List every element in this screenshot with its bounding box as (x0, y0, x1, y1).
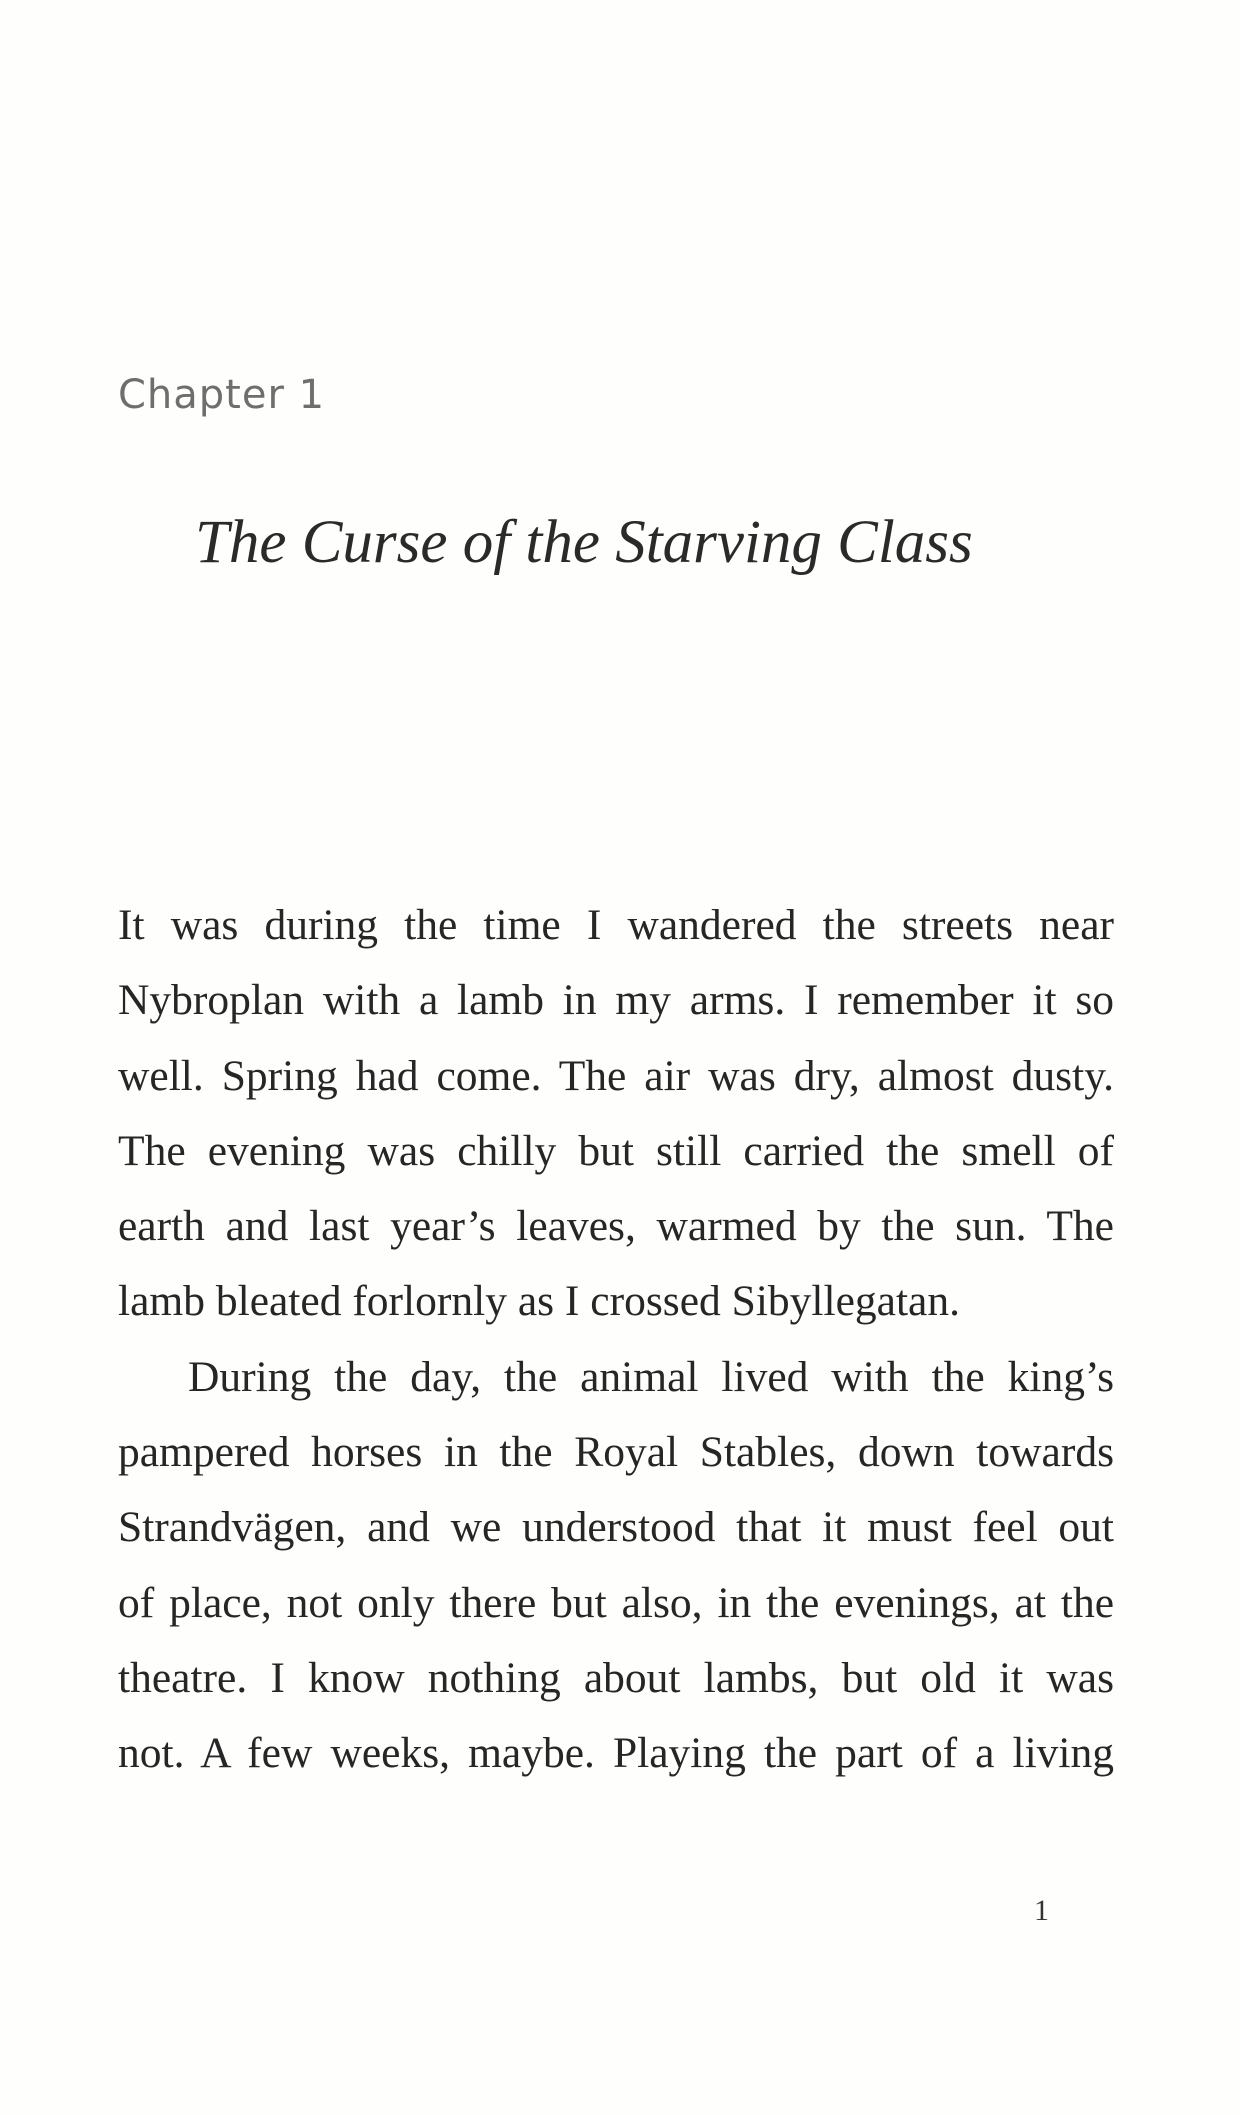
text-line: theatre. I know nothing about lambs, but old it was (118, 1653, 1114, 1702)
body-text (118, 888, 1114, 1792)
paragraph (118, 888, 1114, 1340)
text-line: Nybroplan with a lamb in my arms. I remember it so (118, 976, 1114, 1025)
text-line: lamb bleated forlornly as I crossed Sibyllegatan. (118, 1277, 960, 1326)
chapter-title: The Curse of the Starving Class (195, 509, 973, 576)
text-line: It was during the time I wandered the streets near (118, 901, 1114, 949)
text-line: During the day, the animal lived with the king’s (188, 1352, 1114, 1401)
page-number: 1 (1034, 1894, 1049, 1927)
text-line: The evening was chilly but still carried the smell of (118, 1126, 1114, 1175)
text-line: earth and last year’s leaves, warmed by the sun. The (118, 1202, 1114, 1251)
chapter-label: Chapter 1 (118, 372, 326, 418)
text-line: not. A few weeks, maybe. Playing the part of a living (118, 1729, 1114, 1778)
text-line: Strandvägen, and we understood that it must feel out (118, 1503, 1114, 1552)
text-line: well. Spring had come. The air was dry, almost dusty. (118, 1051, 1114, 1100)
text-line: of place, not only there but also, in the evenings, at the (118, 1578, 1114, 1627)
paragraph (118, 1340, 1114, 1792)
text-line: pampered horses in the Royal Stables, down towards (118, 1428, 1114, 1477)
